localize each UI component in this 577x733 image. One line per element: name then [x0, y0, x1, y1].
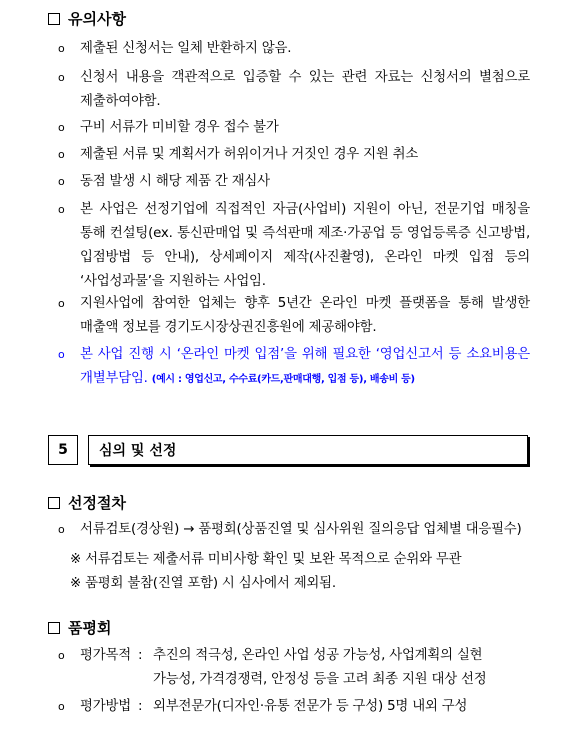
notice-highlight-text: 본 사업 진행 시 ‘온라인 마켓 입점’을 위해 필요한 ‘영업신고서 등 소요비용은 개별부담임.	[80, 347, 530, 386]
bullet-icon: o	[58, 649, 65, 662]
evaluation-method-text: 외부전문가(디자인·유통 전문가 등 구성) 5명 내외 구성	[153, 699, 468, 714]
selection-note: ※ 서류검토는 제출서류 미비사항 확인 및 보완 목적으로 순위와 무관	[70, 552, 462, 567]
selection-process: 서류검토(경상원) → 품평회(상품진열 및 심사위원 질의응답 업체별 대응필수)	[80, 522, 522, 537]
notice-highlight-example: (예시 : 영업신고, 수수료(카드,판매대행, 입점 등), 배송비 등)	[151, 374, 415, 385]
bullet-icon: o	[58, 42, 65, 55]
bullet-icon: o	[58, 203, 65, 216]
bullet-icon: o	[58, 71, 65, 84]
checkbox-square-icon	[48, 13, 60, 25]
bullet-icon: o	[58, 523, 65, 536]
evaluation-method-label: 평가방법	[80, 699, 131, 714]
evaluation-heading: 품평회	[48, 617, 111, 638]
checkbox-square-icon	[48, 497, 60, 509]
label-separator: :	[138, 648, 143, 663]
bullet-icon: o	[58, 700, 65, 713]
evaluation-purpose-label: 평가목적	[80, 648, 131, 663]
selection-heading: 선정절차	[48, 492, 126, 513]
notice-item: 동점 발생 시 해당 제품 간 재심사	[80, 174, 270, 189]
selection-note: ※ 품평회 불참(진열 포함) 시 심사에서 제외됨.	[70, 576, 336, 591]
notice-item: 본 사업은 선정기업에 직접적인 자금(사업비) 지원이 아닌, 전문기업 매칭을 통해 컨설팅(ex. 통신판매업 및 즉석판매 제조·가공업 등 영업등록증 신고방법, 입점방법 등 안내), 상세페이지 제작(사진촬영), 온라인 마켓 입점 등의 ‘사업성과물’을 지원하는 사업임.	[80, 202, 530, 289]
label-separator: :	[138, 699, 143, 714]
bullet-icon: o	[58, 175, 65, 188]
section-title: 심의 및 선정	[88, 435, 528, 465]
bullet-icon: o	[58, 297, 65, 310]
notice-item: 구비 서류가 미비할 경우 접수 불가	[80, 120, 279, 135]
notice-item: 신청서 내용을 객관적으로 입증할 수 있는 관련 자료는 신청서의 별첨으로 제출하여야함.	[80, 70, 530, 109]
evaluation-purpose-text: 추진의 적극성, 온라인 사업 성공 가능성, 사업계획의 실현	[153, 648, 483, 663]
checkbox-square-icon	[48, 622, 60, 634]
notice-item: 제출된 서류 및 계획서가 허위이거나 거짓인 경우 지원 취소	[80, 147, 419, 162]
notice-item-highlight	[80, 343, 530, 392]
bullet-icon: o	[58, 148, 65, 161]
evaluation-purpose-text: 가능성, 가격경쟁력, 안정성 등을 고려 최종 지원 대상 선정	[153, 672, 487, 687]
section-number: 5	[48, 435, 78, 465]
notice-item: 지원사업에 참여한 업체는 향후 5년간 온라인 마켓 플랫폼을 통해 발생한 매출액 정보를 경기도시장상권진흥원에 제공해야함.	[80, 296, 530, 335]
notice-heading: 유의사항	[48, 8, 126, 29]
bullet-icon: o	[58, 348, 65, 361]
notice-item: 제출된 신청서는 일체 반환하지 않음.	[80, 41, 292, 56]
bullet-icon: o	[58, 121, 65, 134]
